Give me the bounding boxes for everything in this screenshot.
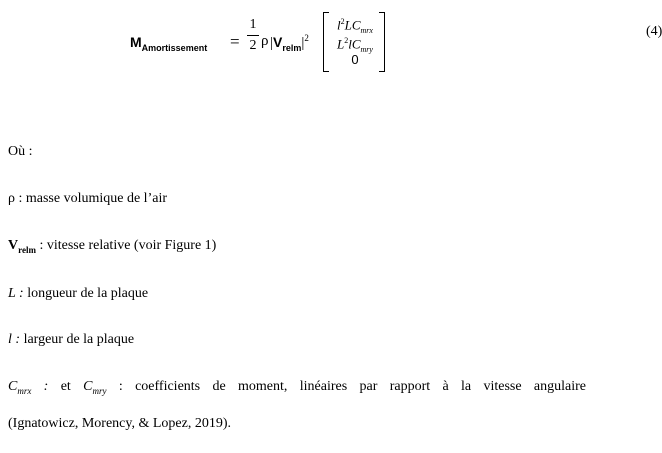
equation-number: (4) [646,24,662,39]
vrelm-separator: : [35,238,47,253]
cmrx-subscript: mrx [17,385,32,396]
matrix-right-bracket [379,12,385,72]
equation-4 [130,10,662,74]
vrelm-symbol: V [8,238,19,253]
matrix-row-1: $l^2LC_{mrx}$ [337,17,373,35]
cmrx-colon: : [31,379,49,394]
velocity-symbol: V [273,34,283,50]
velocity-subscript: relm [282,43,302,53]
abs-open: | [270,35,274,51]
definition-length [8,285,148,303]
cmrx-symbol: C [8,379,18,394]
definition-rho: ρ : masse volumique de l’air [8,191,168,206]
definition-vrelm [8,237,216,259]
coef-text: coefficients de moment, linéaires par rapport à la vitesse angulaire [122,379,587,394]
cmry-symbol: C [83,379,93,394]
matrix-row-3: 0 [351,52,359,67]
fraction-numerator: 1 [249,17,257,32]
moment-symbol: M [130,34,142,50]
length-symbol: L : [8,286,24,301]
ou-label: Où : [8,144,33,159]
citation: (Ignatowicz, Morency, & Lopez, 2019). [8,416,232,431]
equals-sign: = [230,32,240,51]
matrix-left-bracket [323,12,329,72]
fraction-bar [247,35,259,36]
moment-matrix [323,12,385,72]
width-symbol: l : [8,332,21,347]
cmry-colon: : [106,379,123,394]
moment-subscript: Amortissement [141,42,208,53]
fraction-one-half [247,17,259,54]
velocity-exponent: 2 [304,33,309,43]
abs-close: | [301,35,305,51]
fraction-denominator: 2 [249,38,257,53]
rho-symbol: ρ [261,33,269,49]
definition-width [8,331,134,349]
width-text: largeur de la plaque [20,332,135,347]
velocity-norm [270,33,309,53]
definition-coefficients [8,378,586,400]
vrelm-text: vitesse relative (voir Figure 1) [46,238,217,253]
matrix-row-2: $L^2lC_{mry}$ [337,36,373,54]
cmry-subscript: mry [92,385,107,396]
coef-and: et [48,379,84,394]
equation-lhs [130,34,207,53]
length-text: longueur de la plaque [23,286,149,301]
vrelm-subscript: relm [18,244,36,255]
